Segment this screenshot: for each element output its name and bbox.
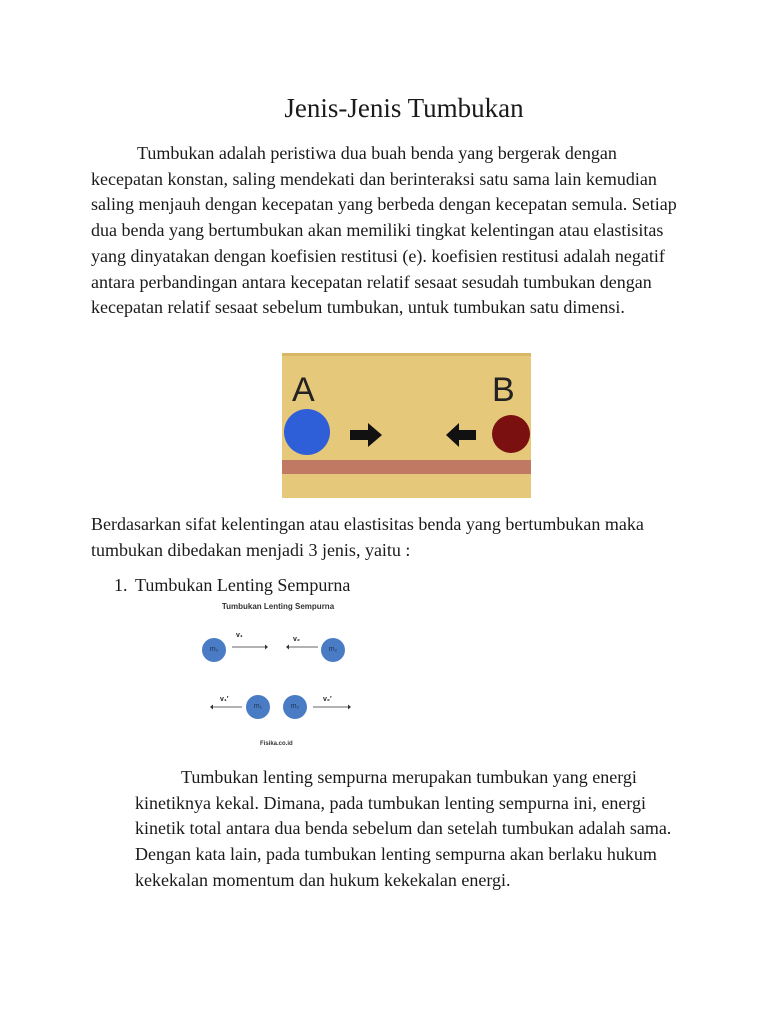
ball-a (284, 409, 330, 455)
classification-paragraph: Berdasarkan sifat kelentingan atau elastisitas benda yang bertumbukan maka tumbukan dibedakan menjadi 3 jenis, yaitu : (91, 514, 644, 560)
mass-m2-before: m₂ (321, 638, 345, 662)
label-a: A (292, 371, 315, 409)
list-item-text: Tumbukan Lenting Sempurna (135, 575, 351, 595)
arrow-left-icon (210, 704, 242, 710)
mass-m2-after: m₂ (283, 695, 307, 719)
velocity-v2-label: v₂ (293, 636, 301, 643)
arrow-left-icon (446, 423, 476, 447)
ball-b (492, 415, 530, 453)
mass-m1-before: m₁ (202, 638, 226, 662)
label-b: B (492, 371, 515, 409)
list-number: 1. (114, 575, 128, 595)
collision-illustration (282, 353, 531, 498)
elastic-collision-paragraph: Tumbukan lenting sempurna merupakan tumbukan yang energi kinetiknya kekal. Dimana, pada tumbukan lenting sempurna ini, energi kinetik total antara dua benda sebelum dan setelah tumbukan adalah sama. Dengan kata lain, pada tumbukan lenting sempurna akan berlaku hukum kekekalan momentum dan hukum kekekalan energi. (135, 767, 672, 890)
document-title: Jenis-Jenis Tumbukan (284, 93, 524, 123)
diagram-credit: Fisika.co.id (260, 741, 293, 747)
mass-m1-after: m₁ (246, 695, 270, 719)
list-item-1 (114, 572, 350, 598)
arrow-right-icon (350, 423, 382, 447)
velocity-v2-prime-label: v₂′ (323, 696, 332, 703)
arrow-right-icon (313, 704, 351, 710)
ground-stripe (282, 460, 531, 474)
diagram-title: Tumbukan Lenting Sempurna (221, 602, 335, 611)
intro-paragraph: Tumbukan adalah peristiwa dua buah benda yang bergerak dengan kecepatan konstan, saling mendekati dan berinteraksi satu sama lain kemudian saling menjauh dengan kecepatan yang berbeda dengan kecepatan semula. Setiap dua benda yang bertumbukan akan memiliki tingkat kelentingan atau elastisitas yang dinyatakan dengan koefisien restitusi (e). koefisien restitusi adalah negatif antara perbandingan antara kecepatan relatif sesaat sesudah tumbukan dengan kecepatan relatif sesaat sebelum tumbukan, untuk tumbukan satu dimensi. (91, 143, 677, 318)
velocity-v1-prime-label: v₁′ (220, 696, 229, 703)
velocity-v1-label: v₁ (236, 632, 243, 639)
arrow-left-icon (286, 644, 318, 650)
illustration-top-band (282, 353, 531, 356)
elastic-collision-diagram (140, 598, 410, 756)
arrow-right-icon (232, 644, 268, 650)
